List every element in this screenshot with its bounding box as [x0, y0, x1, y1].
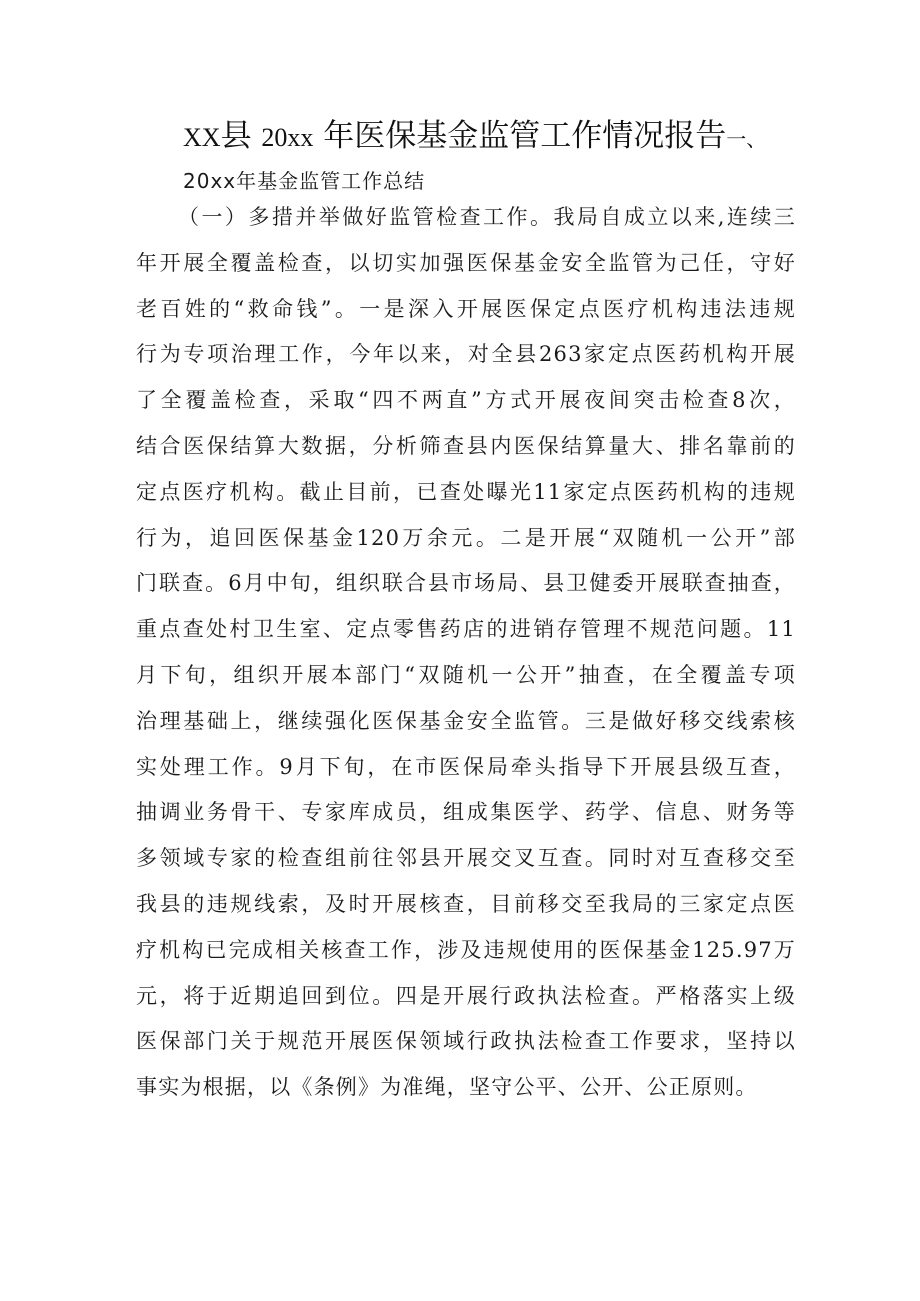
paragraph-line: 年开展全覆盖检查，以切实加强医保基金安全监管为己任，守好: [136, 250, 796, 275]
paragraph-line: 抽调业务骨干、专家库成员，组成集医学、药学、信息、财务等: [136, 800, 796, 825]
body-paragraph: [136, 195, 796, 1111]
paragraph-line: 结合医保结算大数据，分析筛查县内医保结算量大、排名靠前的: [136, 433, 796, 458]
paragraph-line: 门联查。6月中旬，组织联合县市场局、县卫健委开展联查抽查，: [136, 571, 796, 596]
title-part-xx: XX: [183, 123, 221, 152]
paragraph-line: 我县的违规线索，及时开展核查，目前移交至我局的三家定点医: [136, 891, 796, 916]
paragraph-line: 重点查处村卫生室、定点零售药店的进销存管理不规范问题。11: [136, 617, 796, 642]
title-part-section-number: 一、: [726, 129, 767, 151]
title-part-year: 20xx: [261, 123, 314, 152]
paragraph-line: 事实为根据，以《条例》为准绳，坚守公平、公开、公正原则。: [136, 1075, 758, 1100]
paragraph-line: （一）多措并举做好监管检查工作。我局自成立以来,连续三: [178, 205, 796, 229]
paragraph-line: 元，将于近期追回到位。四是开展行政执法检查。严格落实上级: [136, 983, 796, 1008]
paragraph-line: 多领域专家的检查组前往邻县开展交叉互查。同时对互查移交至: [136, 846, 796, 871]
document-title: [183, 112, 843, 164]
paragraph-line: 月下旬，组织开展本部门“双随机一公开”抽查，在全覆盖专项: [136, 662, 796, 687]
paragraph-line: 了全覆盖检查，采取“四不两直”方式开展夜间突击检查8次，: [136, 388, 796, 413]
paragraph-line: 医保部门关于规范开展医保领域行政执法检查工作要求，坚持以: [136, 1029, 796, 1054]
title-part-county: 县: [220, 118, 252, 154]
section-heading: 20xx年基金监管工作总结: [183, 169, 426, 193]
paragraph-line: 行为，追回医保基金120万余元。二是开展“双随机一公开”部: [136, 525, 796, 550]
paragraph-line: 实处理工作。9月下旬，在市医保局牵头指导下开展县级互查，: [136, 754, 796, 779]
title-part-main: 年医保基金监管工作情况报告: [323, 118, 727, 154]
paragraph-line: 定点医疗机构。截止目前，已查处曝光11家定点医药机构的违规: [136, 479, 796, 504]
paragraph-line: 行为专项治理工作，今年以来，对全县263家定点医药机构开展: [136, 342, 796, 367]
paragraph-line: 老百姓的“救命钱”。一是深入开展医保定点医疗机构违法违规: [136, 296, 796, 321]
paragraph-line: 治理基础上，继续强化医保基金安全监管。三是做好移交线索核: [136, 708, 796, 733]
paragraph-line: 疗机构已完成相关核查工作，涉及违规使用的医保基金125.97万: [136, 937, 796, 962]
